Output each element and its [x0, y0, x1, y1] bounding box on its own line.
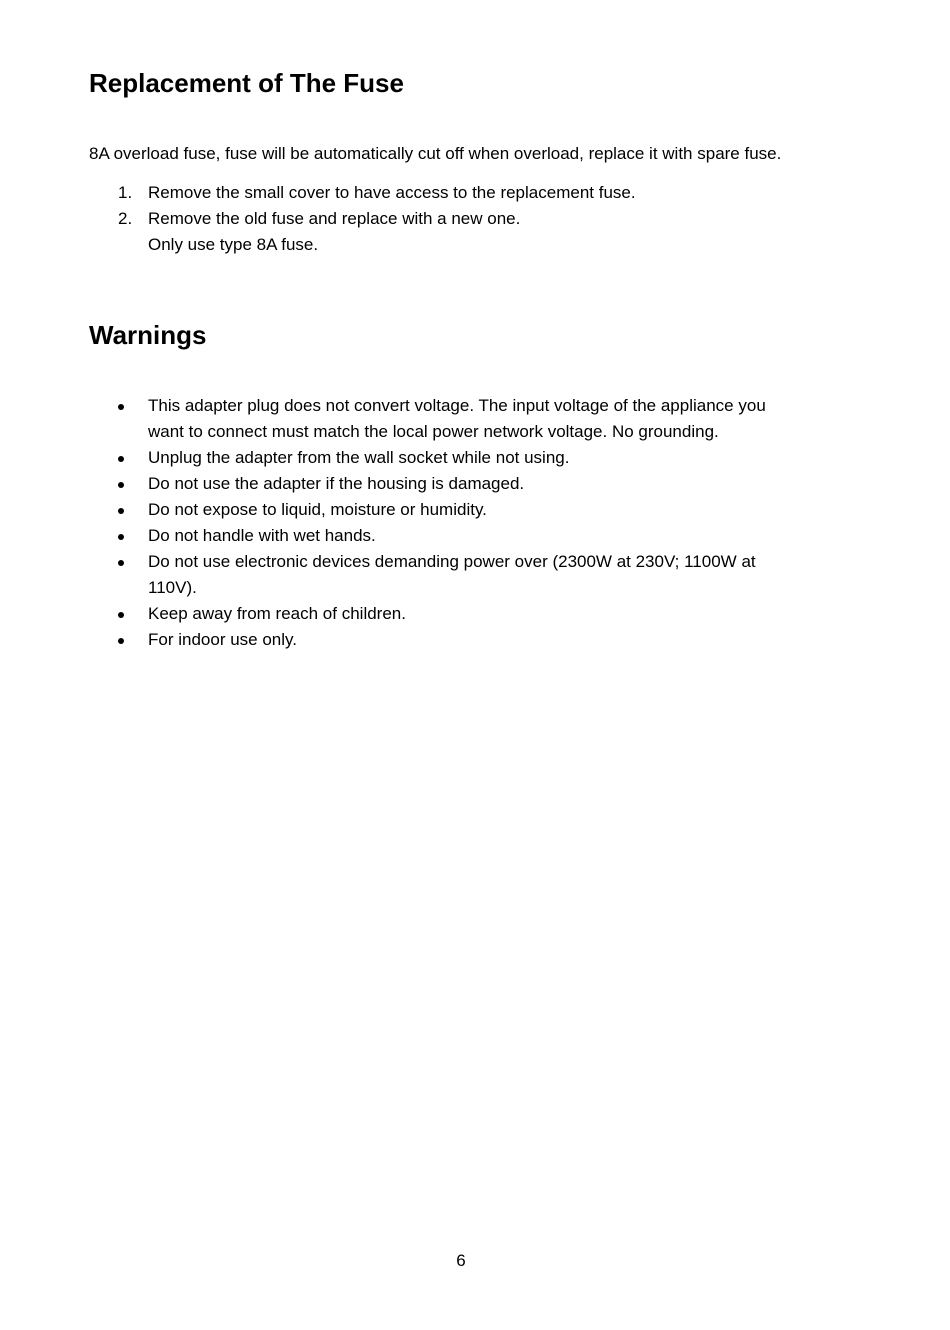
warning-text: Do not use electronic devices demanding power over (2300W at 230V; 1100W at [148, 552, 756, 571]
list-item [0, 601, 828, 627]
list-item [0, 393, 828, 445]
page-number: 6 [456, 1251, 466, 1270]
step-text: Remove the small cover to have access to the replacement fuse. [148, 183, 636, 202]
warning-text: Unplug the adapter from the wall socket while not using. [148, 448, 570, 467]
list-item [0, 627, 828, 653]
bullet-icon [118, 456, 124, 462]
warning-text-continued: want to connect must match the local power network voltage. No grounding. [148, 422, 719, 441]
list-item [0, 445, 828, 471]
list-item [0, 549, 828, 601]
warning-text: This adapter plug does not convert voltage. The input voltage of the appliance you [148, 396, 766, 415]
warning-text: Do not use the adapter if the housing is damaged. [148, 474, 525, 493]
warning-text: Do not expose to liquid, moisture or humidity. [148, 500, 487, 519]
fuse-intro-paragraph: 8A overload fuse, fuse will be automatically cut off when overload, replace it with spare fuse. [89, 144, 782, 163]
step-text: Remove the old fuse and replace with a new one. [148, 209, 521, 228]
fuse-steps-list [0, 180, 828, 258]
bullet-icon [118, 508, 124, 514]
bullet-icon [118, 404, 124, 410]
warning-text: Keep away from reach of children. [148, 604, 406, 623]
warning-text: For indoor use only. [148, 630, 297, 649]
warnings-list [0, 393, 828, 653]
bullet-icon [118, 612, 124, 618]
warnings-section-heading: Warnings [89, 320, 207, 350]
warning-text-continued: 110V). [148, 578, 197, 597]
warning-text: Do not handle with wet hands. [148, 526, 376, 545]
step-number: 2. [118, 209, 133, 228]
list-item [0, 497, 828, 523]
bullet-icon [118, 482, 124, 488]
list-item [0, 206, 828, 258]
fuse-section-heading: Replacement of The Fuse [89, 68, 404, 98]
step-text-continued: Only use type 8A fuse. [148, 235, 319, 254]
step-number: 1. [118, 183, 133, 202]
bullet-icon [118, 638, 124, 644]
list-item [0, 180, 828, 206]
bullet-icon [118, 560, 124, 566]
bullet-icon [118, 534, 124, 540]
list-item [0, 471, 828, 497]
list-item [0, 523, 828, 549]
